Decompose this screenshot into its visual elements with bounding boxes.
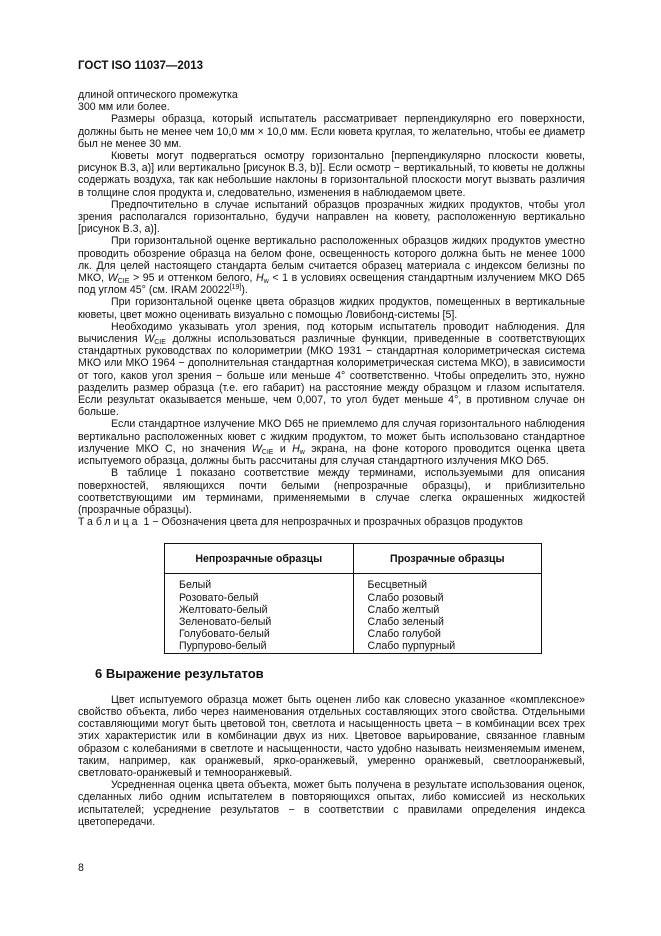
section-heading: 6 Выражение результатов [95, 665, 264, 681]
paragraph: Усредненная оценка цвета объекта, может быть получена в результате использования оценок, сделанных либо одним испытателем в повторяющихся опытах, либо комиссией из нескольких испытателей; усреднение результатов − в соответствии с правилами определения индекса цветопередачи. [78, 779, 585, 828]
symbol: H [292, 442, 300, 455]
paragraph: Размеры образца, который испытатель рассматривает перпендикулярно его поверхности, должны быть не менее чем 10,0 мм × 10,0 мм. Если кювета круглая, то желательно, чтобы ее диаметр был не менее 30 мм. [78, 113, 586, 150]
text: При горизонтальной оценке вертикально расположенных образцов жидких продуктов уместно проводить обозрение образца на белом фоне, освещенность которого должна быть не менее 1000 лк. Для целей настоящего стандарта белым считается образец материала с индексом белизны по МКО, [78, 235, 585, 285]
table-row [165, 604, 542, 616]
table-row [165, 616, 542, 628]
table-row [165, 628, 542, 640]
text: должны использоваться различные функции, приведенные в соответствующих стандартных руководствах по колориметрии (МКО 1931 − стандартная колориметрическая система МКО или МКО 1964 − дополнительная стандартная колориметрическая система МКО), в зависимости от того, каков угол зрения − больше или меньше 4° соответственно. Чтобы определить это, нужно разделить размер образца (т.е. его габарит) на расстояние между образцом и глазом испытателя. Если результат оказывается меньше, чем 0,007, то угол будет меньше 4°, в противном случае он больше. [78, 333, 585, 419]
table-row [165, 574, 542, 592]
text: Необходимо указывать угол зрения, под которым испытатель проводит наблюдения. Для вычисления [78, 320, 585, 346]
symbol: W [144, 333, 155, 346]
subscript: CIE [261, 448, 274, 456]
text: ). [241, 284, 248, 297]
subscript: CIE [117, 278, 130, 286]
table-cell: Слабо зеленый [353, 616, 542, 628]
subscript: CIE [154, 339, 166, 347]
symbol: H [256, 272, 264, 285]
text: экрана, на фоне которого проводится оценка цвета испытуемого образца, должны быть рассчитаны для случая стандартного излучения МКО D65. [78, 442, 586, 468]
table-cell: Слабо желтый [353, 604, 542, 616]
table-cell: Пурпурово-белый [165, 640, 354, 653]
paragraph [78, 321, 585, 419]
paragraph: В таблице 1 показано соответствие между терминами, используемыми для описания поверхностей, являющихся почти белыми (непрозрачные образцы), и приблизительно соответствующими им терминами, применяемыми в случае слегка окрашенных жидкостей (прозрачные образцы). [78, 467, 585, 516]
reference: [19] [229, 284, 242, 292]
table-row [165, 640, 542, 653]
paragraph: длиной оптического промежутка [78, 89, 238, 101]
document-header: ГОСТ ISO 11037—2013 [78, 60, 203, 72]
table-cell: Слабо пурпурный [353, 640, 542, 653]
color-terms-table [164, 543, 542, 653]
table-cell: Бесцветный [353, 574, 542, 592]
subscript: w [263, 278, 269, 286]
column-header: Прозрачные образцы [353, 544, 542, 574]
table-caption [78, 516, 585, 528]
table-cell: Слабо голубой [353, 628, 542, 640]
caption-text: 1 − Обозначения цвета для непрозрачных и прозрачных образцов продуктов [143, 516, 523, 529]
column-header: Непрозрачные образцы [165, 544, 354, 574]
table-cell: Желтовато-белый [165, 604, 354, 616]
paragraph: Предпочтительно в случае испытаний образцов прозрачных жидких продуктов, чтобы угол зрения располагался горизонтально, будучи направлен на кювету, расположенную вертикально [рисунок В.3, а)]. [78, 198, 585, 236]
symbol: W [251, 442, 262, 455]
symbol: W [107, 272, 118, 285]
page-number: 8 [78, 862, 84, 874]
paragraph [78, 235, 585, 296]
text: > 95 и оттенком белого, [129, 272, 257, 285]
paragraph [78, 418, 585, 467]
paragraph: При горизонтальной оценке цвета образцов жидких продуктов, помещенных в вертикальные кюветы, цвет можно оценивать визуально с помощью Ловибонд-системы [5]. [78, 296, 585, 321]
table-cell: Голубовато-белый [165, 628, 354, 640]
table-cell: Розовато-белый [165, 592, 354, 604]
paragraph: Цвет испытуемого образца может быть оценен либо как словесно указанное «комплексное» свойство объекта, либо через наименования отдельных составляющих этого свойства. Отдельными составляющими могут быть цветовой тон, светлота и насыщенность цвета − в комбинации всех трех этих характеристик или в комбинации двух из них. Цветовое варьирование, связанное главным образом с колебаниями в светлоте и насыщенности, часто удобно называть неизменяемым именем, таким, например, как оранжевый, ярко-оранжевый, умеренно оранжевый, светлооранжевый, светловато-оранжевый и темнооранжевый. [78, 693, 585, 779]
subscript: w [299, 448, 305, 456]
text: Если стандартное излучение МКО D65 не приемлемо для случая горизонтального наблюдения вертикально расположенных кювет с жидким продуктом, то может быть использовано стандартное излучение МКО С, но значения [78, 418, 585, 455]
paragraph: 300 мм или более. [78, 101, 170, 114]
paragraph: Кюветы могут подвергаться осмотру горизонтально [перпендикулярно плоскости кюветы, рисунок В.3, а)] или вертикально [рисунок В.3, b)]. Если осмотр − вертикальный, то кюветы не должны содержать воздуха, так как небольшие наклоны в горизонтальной плоскости могут вызвать различия в толщине слоя продукта и, следовательно, изменения в наблюдаемом цвете. [78, 150, 585, 199]
table-row [165, 592, 542, 604]
text: < 1 в условиях освещения стандартным излучением МКО D65 под углом 45° (см. IRAM 20022 [78, 272, 585, 297]
caption-label: Таблица [78, 516, 141, 529]
table-cell: Белый [165, 574, 354, 592]
table-cell: Зеленовато-белый [165, 616, 354, 628]
table-cell: Слабо розовый [353, 592, 542, 604]
text: и [273, 442, 293, 455]
document-body [78, 89, 585, 828]
